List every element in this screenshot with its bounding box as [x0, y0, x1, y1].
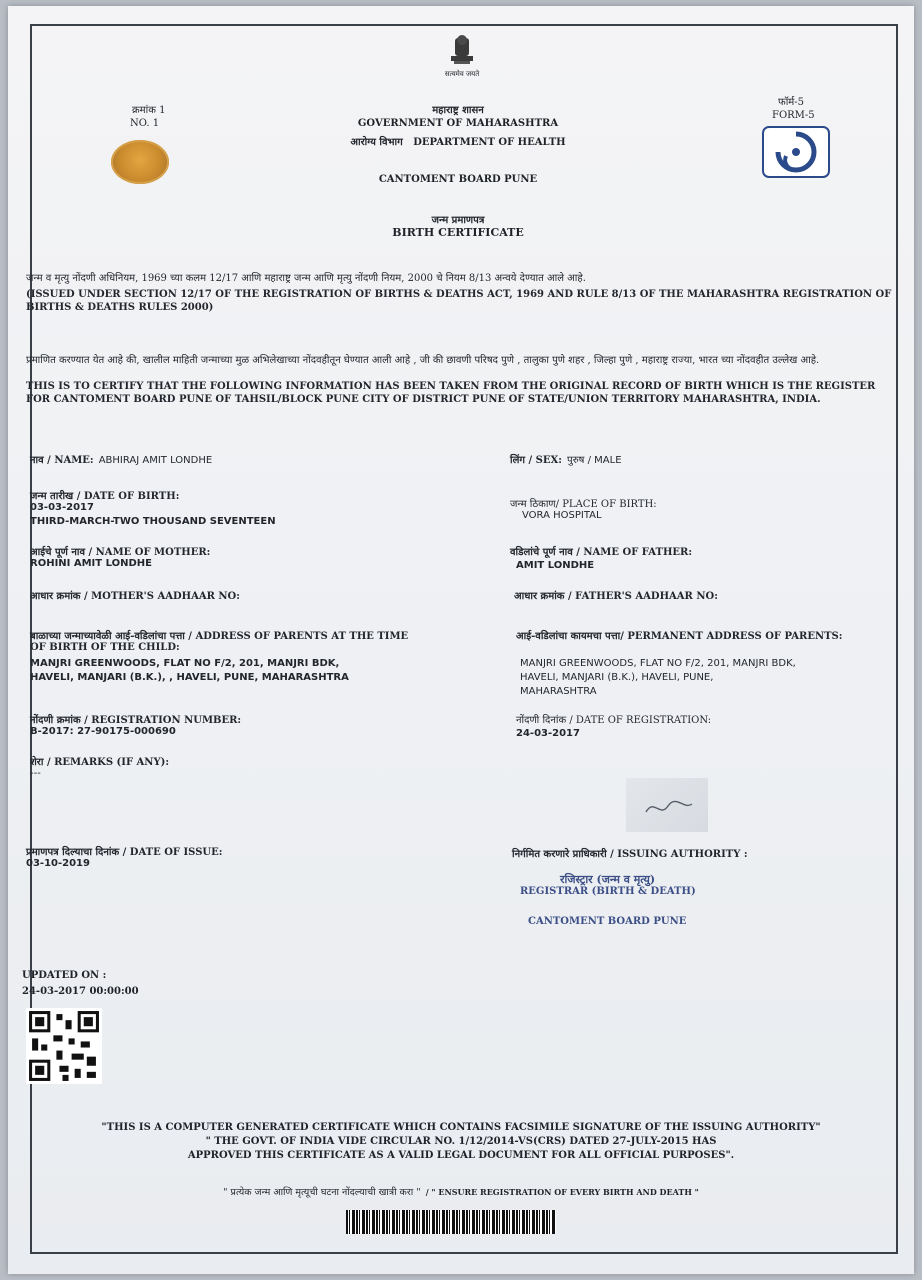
- pob-label: जन्म ठिकाण/ PLACE OF BIRTH:: [510, 499, 657, 510]
- footer-line-3: APPROVED THIS CERTIFICATE AS A VALID LEGAL DOCUMENT FOR ALL OFFICIAL PURPOSES".: [187, 1150, 735, 1161]
- registrar-mr: रजिस्ट्रार (जन्म व मृत्यु): [560, 873, 656, 886]
- certificate-title-en: BIRTH CERTIFICATE: [392, 226, 524, 239]
- address-permanent-line2: HAVELI, MANJARI (B.K.), HAVELI, PUNE,: [520, 672, 714, 683]
- ensure-text-en: / " ENSURE REGISTRATION OF EVERY BIRTH AND DEATH ": [425, 1187, 699, 1197]
- address-birth-label-cont: OF BIRTH OF THE CHILD:: [30, 642, 180, 653]
- govt-title-mr: महाराष्ट्र शासन: [432, 105, 484, 116]
- updated-on-value: 24-03-2017 00:00:00: [22, 986, 139, 997]
- issued-under-en: (ISSUED UNDER SECTION 12/17 OF THE REGISTRATION OF BIRTHS & DEATHS ACT, 1969 AND RULE 8/13 OF THE MAHARASHTRA REGISTRATION OF BIRTHS & DEATHS RULES 2000): [26, 289, 892, 313]
- address-birth-line1: MANJRI GREENWOODS, FLAT NO F/2, 201, MANJRI BDK,: [30, 658, 340, 669]
- department-title: आरोग्य विभाग DEPARTMENT OF HEALTH: [350, 137, 566, 148]
- signature-image: [626, 778, 708, 832]
- name-label: नाव / NAME:: [30, 455, 94, 466]
- address-permanent-label: आई-वडिलांचा कायमचा पत्ता/ PERMANENT ADDRESS OF PARENTS:: [516, 631, 843, 642]
- registration-date-value: 24-03-2017: [516, 728, 580, 739]
- sex-value: पुरुष / MALE: [567, 455, 622, 466]
- registration-number-value: B-2017: 27-90175-000690: [30, 726, 176, 737]
- certify-text-mr: प्रमाणित करण्यात येत आहे की, खालील माहिती जन्माच्या मुळ अभिलेखाच्या नोंदवहीतून घेण्यात आली आहे , जी की छावणी परिषद पुणे , तालुका पुणे शहर , जिल्हा पुणे , महाराष्ट्र राज्या, भारत च्या नोंदवहीत उल्लेख आहे.: [26, 355, 820, 366]
- ensure-text-mr: " प्रत्येक जन्म आणि मृत्यूची घटना नोंदल्याची खात्री करा ": [223, 1187, 421, 1198]
- mother-value: ROHINI AMIT LONDHE: [30, 558, 152, 569]
- certify-text-en: THIS IS TO CERTIFY THAT THE FOLLOWING INFORMATION HAS BEEN TAKEN FROM THE ORIGINAL RECORD OF BIRTH WHICH IS THE REGISTER FOR CANTOMENT BOARD PUNE OF TAHSIL/BLOCK PUNE CITY OF DISTRICT PUNE OF STATE/UNION TERRITORY MAHARASHTRA, INDIA.: [26, 381, 876, 405]
- form-label-mr: फॉर्म-5: [778, 97, 805, 108]
- mother-label: आईचे पूर्ण नाव / NAME OF MOTHER:: [30, 547, 211, 558]
- address-birth-line2: HAVELI, MANJARI (B.K.), , HAVELI, PUNE, MAHARASHTRA: [30, 672, 349, 683]
- pob-value: VORA HOSPITAL: [522, 510, 602, 521]
- dob-label: जन्म तारीख / DATE OF BIRTH:: [30, 491, 180, 502]
- remarks-value: ---: [30, 768, 41, 779]
- name-value: ABHIRAJ AMIT LONDHE: [98, 455, 213, 466]
- sex-label: लिंग / SEX:: [510, 455, 562, 466]
- seal-icon: [111, 140, 169, 184]
- certificate-paper: [8, 6, 914, 1274]
- address-birth-label: बाळाच्या जन्माच्यावेळी आई-वडिलांचा पत्ता / ADDRESS OF PARENTS AT THE TIME: [30, 631, 409, 642]
- govt-title-en: GOVERNMENT OF MAHARASHTRA: [357, 118, 559, 129]
- signature-icon: [626, 778, 708, 832]
- registration-number-label: नोंदणी क्रमांक / REGISTRATION NUMBER:: [30, 715, 242, 726]
- dob-words: THIRD-MARCH-TWO THOUSAND SEVENTEEN: [30, 516, 276, 527]
- issuing-authority-label: निर्गमित करणारे प्राधिकारी / ISSUING AUTHORITY :: [512, 849, 748, 860]
- registration-date-label: नोंदणी दिनांक / DATE OF REGISTRATION:: [516, 715, 712, 726]
- serial-label-mr: क्रमांक 1: [132, 105, 166, 116]
- father-value: AMIT LONDHE: [516, 560, 595, 571]
- certificate-title-mr: जन्म प्रमाणपत्र: [431, 215, 485, 226]
- qr-code-icon: [26, 1008, 102, 1084]
- registrar-board: CANTOMENT BOARD PUNE: [528, 916, 687, 927]
- crs-logo-icon: [762, 126, 830, 178]
- footer-line-2: " THE GOVT. OF INDIA VIDE CIRCULAR NO. 1/12/2014-VS(CRS) DATED 27-JULY-2015 HAS: [205, 1136, 717, 1147]
- issued-under-mr: जन्म व मृत्यु नोंदणी अधिनियम, 1969 च्या कलम 12/17 आणि महाराष्ट्र जन्म आणि मृत्यु नोंदणी नियम, 2000 चे नियम 8/13 अन्वये देण्यात आले आहे.: [26, 273, 586, 284]
- emblem-motto: सत्यमेव जयते: [444, 70, 480, 78]
- mother-aadhaar-label: आधार क्रमांक / MOTHER'S AADHAAR NO:: [30, 591, 240, 602]
- barcode-icon: [346, 1210, 556, 1234]
- registrar-en: REGISTRAR (BIRTH & DEATH): [520, 886, 696, 897]
- father-label: वडिलांचे पूर्ण नाव / NAME OF FATHER:: [510, 547, 693, 558]
- issue-date-label: प्रमाणपत्र दिल्याचा दिनांक / DATE OF ISSUE:: [26, 847, 223, 858]
- father-aadhaar-label: आधार क्रमांक / FATHER'S AADHAAR NO:: [514, 591, 718, 602]
- national-emblem-icon: [445, 34, 479, 70]
- updated-on-label: UPDATED ON :: [22, 970, 107, 981]
- board-title: CANTOMENT BOARD PUNE: [378, 174, 538, 185]
- footer-line-1: "THIS IS A COMPUTER GENERATED CERTIFICATE WHICH CONTAINS FACSIMILE SIGNATURE OF THE ISSUING AUTHORITY": [101, 1122, 821, 1133]
- remarks-label: शेरा / REMARKS (IF ANY):: [30, 757, 170, 768]
- serial-label-en: NO. 1: [130, 118, 160, 129]
- form-label-en: FORM-5: [772, 110, 815, 121]
- dob-value: 03-03-2017: [30, 502, 94, 513]
- address-permanent-line1: MANJRI GREENWOODS, FLAT NO F/2, 201, MANJRI BDK,: [520, 658, 796, 669]
- issue-date-value: 03-10-2019: [26, 858, 90, 869]
- address-permanent-line3: MAHARASHTRA: [520, 686, 597, 697]
